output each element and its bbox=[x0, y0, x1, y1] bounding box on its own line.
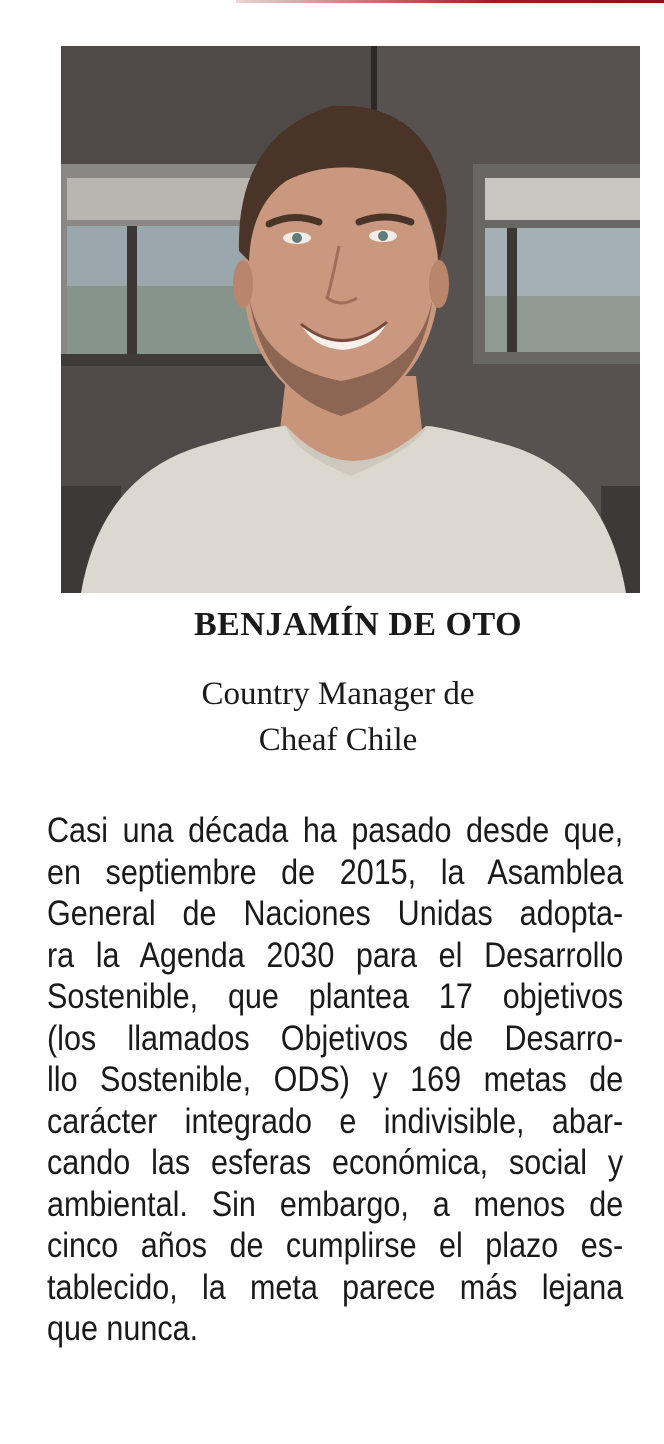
article-body bbox=[47, 810, 624, 1350]
article-line: llo Sostenible, ODS) y 169 metas de bbox=[47, 1059, 624, 1099]
article-line: General de Naciones Unidas adopta- bbox=[47, 893, 624, 933]
article-line: ra la Agenda 2030 para el Desarrollo bbox=[47, 934, 624, 975]
author-name: BENJAMÍN DE OTO bbox=[193, 606, 523, 643]
article-line: (los llamados Objetivos de Desarro- bbox=[47, 1017, 624, 1058]
article-line: cinco años de cumplirse el plazo es- bbox=[47, 1225, 624, 1265]
article-line: carácter integrado e indivisible, abar- bbox=[47, 1100, 624, 1141]
portrait-photo bbox=[61, 46, 640, 593]
article-line: ambiental. Sin embargo, a menos de bbox=[47, 1183, 624, 1224]
portrait-illustration bbox=[61, 46, 640, 593]
article-line: en septiembre de 2015, la Asamblea bbox=[47, 851, 624, 892]
author-role-line-2: Cheaf Chile bbox=[258, 722, 418, 758]
article-line: que nunca. bbox=[47, 1308, 199, 1348]
article-line: cando las esferas económica, social y bbox=[47, 1142, 624, 1182]
article-line: Sostenible, que plantea 17 objetivos bbox=[47, 976, 624, 1016]
header-accent-rule bbox=[236, 0, 664, 3]
author-role-line-1: Country Manager de bbox=[201, 676, 475, 712]
article-line: tablecido, la meta parece más lejana bbox=[47, 1266, 624, 1307]
article-line: Casi una década ha pasado desde que, bbox=[47, 810, 624, 850]
